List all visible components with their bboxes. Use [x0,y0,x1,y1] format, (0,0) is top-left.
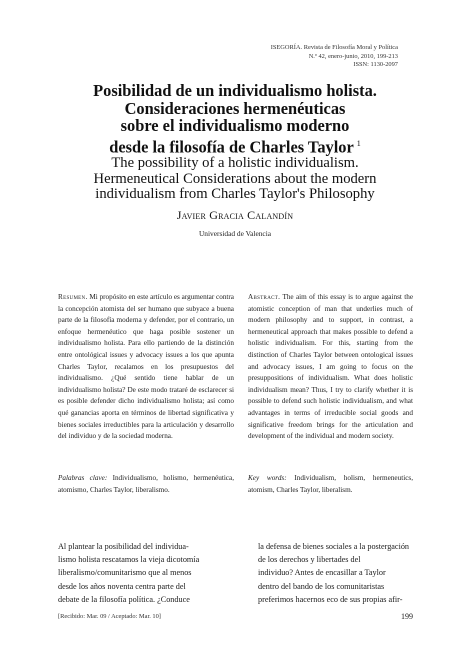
title-en-line: individualism from Charles Taylor's Philosophy [95,186,375,203]
body-line: liberalismo/comunitarismo que al menos [58,568,192,578]
body-line: Al plantear la posibilidad del individua- [58,542,189,551]
keywords-english [248,473,413,496]
journal-name: ISEGORÍA. Revista de Filosofía Moral y Política [270,44,398,51]
title-es-line-last [60,135,410,156]
abstract-es-text: Mi propósito en este artículo es argumentar contra la concepción atomista del ser humano que subyace a buena parte de la filosofía moderna y defender, por el contrario, un enfoque hermenéutico que haga posible sostener un individualismo holista. Para ello partiendo de la distinción entre ontológical issues y advocacy issues a los que apunta Charles Taylor, recalamos en los presupuestos del individualismo. ¿Qué sentido tiene hablar de un individualismo holista? De este modo trataré de esclarecer si es posible defender dicho individualismo holista; así como qué ganancias aporta en términos de libertad significativa y bienes sociales irreductibles para la articulación y desarrollo del individuo y de la sociedad moderna. [58,293,235,441]
keywords-es-text: Individualismo, holismo, hermenéutica, atomismo, Charles Taylor, liberalismo. [58,474,234,494]
abstract-english [248,292,413,443]
title-spanish [60,82,410,156]
body-line: desde los años noventa centra parte del [58,581,186,591]
body-text-right [258,540,418,606]
received-accepted-note: [Recibido: Mar. 09 / Aceptado: Mar. 10] [58,613,161,620]
title-es-line-text: desde la filosofía de Charles Taylor [109,137,354,157]
body-line: la defensa de bienes sociales a la postergación [258,542,410,551]
body-line: dentro del bando de los comunitaristas [258,581,385,591]
title-en-line: The possibility of a holistic individualism. [111,155,359,171]
keywords-es-label: Palabras clave: [58,474,108,482]
body-line: debate de la filosofía política. ¿Conduce [58,594,190,604]
keywords-en-label: Key words: [248,474,287,482]
body-line: lismo holista rescatamos la vieja dicotomía [58,555,200,565]
author-affiliation: Universidad de Valencia [198,229,272,238]
title-es-line: sobre el individualismo moderno [120,116,350,136]
title-english [60,156,410,203]
body-text-left [58,540,234,606]
keywords-en-text: Individualism, holism, hermeneutics, atomism, Charles Taylor, liberalism. [248,474,413,494]
journal-issue: N.º 42, enero-junio, 2010, 199-213 [308,52,398,60]
page-number: 199 [401,612,413,621]
body-line: de los derechos y libertades del [258,555,361,565]
abstract-spanish [58,292,234,443]
keywords-spanish [58,473,234,496]
title-en-line: Hermeneutical Considerations about the modern [93,170,377,187]
abstract-en-text: The aim of this essay is to argue against the atomistic conception of man that underlies much of modern philosophy and to support, in contrast, a hermeneutical approach that makes possible to defend a holistic individualism. For this, starting from the distinction of Charles Taylor between ontological issues and advocacy issues, I am going to focus on the presuppositions of individualism. What does holistic individualism mean? Thus, I try to clarify whether it is possible to defend such holistic individualism, and what advantages in terms of irreducible social goods and significative freedom brings for the articulation and development of the individual and modern society. [248,293,414,441]
abstract-en-label: Abstract. [248,293,281,301]
body-line: individuo? Antes de encasillar a Taylor [258,568,386,578]
footnote-marker[interactable]: 1 [356,138,361,148]
body-line: preferimos hacernos eco de sus propias afir- [258,594,403,604]
journal-issn: ISSN: 1130-2097 [353,61,398,69]
title-es-line: Consideraciones hermenéuticas [124,98,346,118]
title-es-line: Posibilidad de un individualismo holista. [93,81,377,100]
author-name: Javier Gracia Calandín [176,208,294,222]
abstract-es-label: Resumen. [58,293,88,301]
journal-header [271,44,398,70]
